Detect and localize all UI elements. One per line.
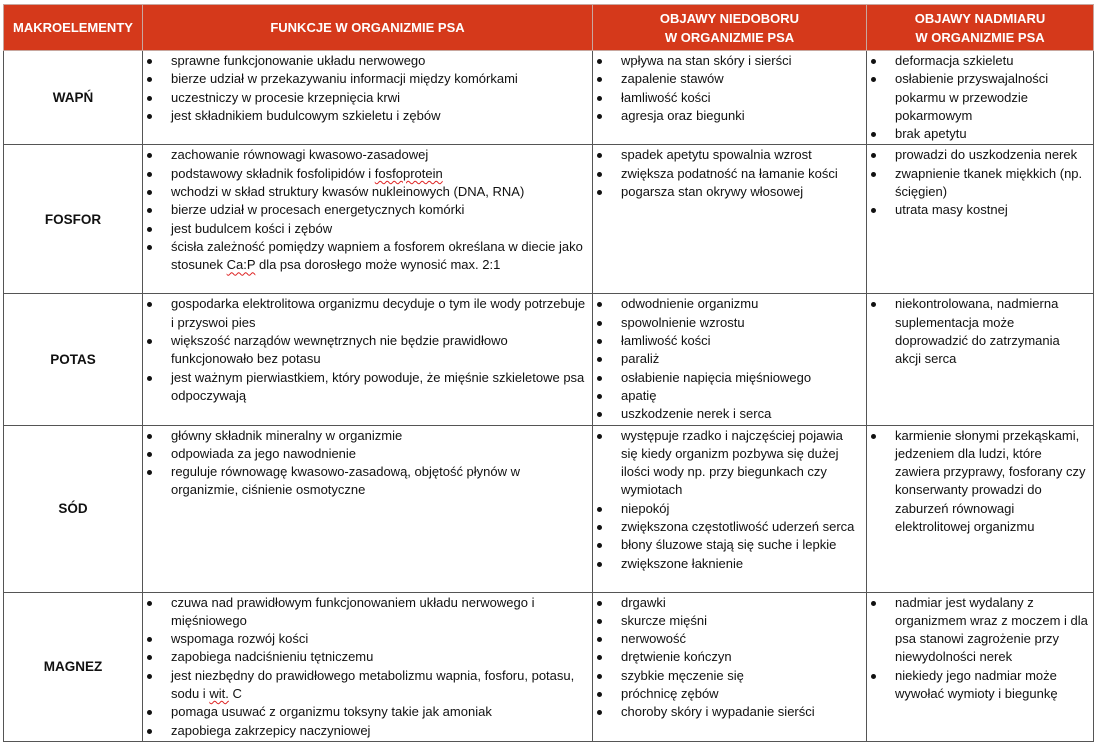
list-item: drętwienie kończyn — [621, 648, 862, 666]
spellcheck-word: Ca:P — [226, 257, 256, 273]
list-item: bierze udział w procesach energetycznych komórki — [171, 201, 588, 219]
list-item: zapalenie stawów — [621, 70, 862, 88]
list-item: łamliwość kości — [621, 332, 862, 350]
list-item: czuwa nad prawidłowym funkcjonowaniem układu nerwowego i mięśniowego — [171, 594, 588, 631]
list-item-text: ścisła zależność pomiędzy wapniem a fosforem określana w diecie jako stosunek — [171, 238, 583, 273]
header-niedobor-line1: OBJAWY NIEDOBORU — [659, 10, 800, 26]
list-item: skurcze mięśni — [621, 612, 862, 630]
list-item: jest ważnym pierwiastkiem, który powoduje, że mięśnie szkieletowe psa odpoczywają — [171, 369, 588, 406]
header-nadmiar-line1: OBJAWY NADMIARU — [914, 10, 1046, 26]
list-item: łamliwość kości — [621, 89, 862, 107]
spellcheck-word: fosfoprotein — [374, 165, 443, 181]
functions-cell — [143, 592, 593, 741]
list-item: próchnicę zębów — [621, 685, 862, 703]
list-item: niepokój — [621, 500, 862, 518]
deficiency-cell — [593, 145, 867, 294]
list-item: gospodarka elektrolitowa organizmu decyduje o tym ile wody potrzebuje i przyswoi pies — [171, 295, 588, 332]
excess-cell — [867, 425, 1094, 592]
list-item-text: podstawowy składnik fosfolipidów i — [171, 165, 372, 181]
list-item-text: jest niezbędny do prawidłowego metabolizmu wapnia, fosforu, potasu, sodu i — [171, 667, 575, 702]
list-item: spadek apetytu spowalnia wzrost — [621, 146, 862, 164]
list-item: zapobiega nadciśnieniu tętniczemu — [171, 648, 588, 666]
list-item: bierze udział w przekazywaniu informacji między komórkami — [171, 70, 588, 88]
deficiency-cell — [593, 294, 867, 425]
functions-cell — [143, 51, 593, 145]
list-item: główny składnik mineralny w organizmie — [171, 427, 588, 445]
list-item: niekiedy jego nadmiar może wywołać wymioty i biegunkę — [895, 667, 1089, 704]
row-fosfor — [4, 145, 1094, 294]
header-makroelementy: MAKROELEMENTY — [4, 5, 143, 51]
list-item: odpowiada za jego nawodnienie — [171, 445, 588, 463]
list-item: nerwowość — [621, 630, 862, 648]
list-item: zwapnienie tkanek miękkich (np. ścięgien) — [895, 165, 1089, 202]
list-item: zapobiega zakrzepicy naczyniowej — [171, 722, 588, 740]
element-name: WAPŃ — [4, 51, 143, 145]
list-item: zwiększona częstotliwość uderzeń serca — [621, 518, 862, 536]
list-item: odwodnienie organizmu — [621, 295, 862, 313]
list-item: prowadzi do uszkodzenia nerek — [895, 146, 1089, 164]
deficiency-cell — [593, 51, 867, 145]
list-item: zwiększone łaknienie — [621, 555, 862, 573]
list-item: osłabienie przyswajalności pokarmu w przewodzie pokarmowym — [895, 70, 1089, 125]
spellcheck-word: wit. — [209, 686, 229, 702]
deficiency-cell — [593, 592, 867, 741]
list-item: sprawne funkcjonowanie układu nerwowego — [171, 52, 588, 70]
list-item: agresja oraz biegunki — [621, 107, 862, 125]
list-item: niekontrolowana, nadmierna suplementacja może doprowadzić do zatrzymania akcji serca — [895, 295, 1089, 368]
list-item: pogarsza stan okrywy włosowej — [621, 183, 862, 201]
list-item: apatię — [621, 387, 862, 405]
row-wapn — [4, 51, 1094, 145]
functions-cell — [143, 425, 593, 592]
excess-cell — [867, 592, 1094, 741]
header-row — [4, 5, 1094, 51]
header-funkcje: FUNKCJE W ORGANIZMIE PSA — [143, 5, 593, 51]
list-item: wpływa na stan skóry i sierści — [621, 52, 862, 70]
list-item — [171, 165, 588, 183]
excess-cell — [867, 294, 1094, 425]
list-item: błony śluzowe stają się suche i lepkie — [621, 536, 862, 554]
list-item — [171, 238, 588, 275]
list-item: uszkodzenie nerek i serca — [621, 405, 862, 423]
list-item: deformacja szkieletu — [895, 52, 1089, 70]
list-item: wspomaga rozwój kości — [171, 630, 588, 648]
list-item: brak apetytu — [895, 125, 1089, 143]
list-item: paraliż — [621, 350, 862, 368]
list-item: uczestniczy w procesie krzepnięcia krwi — [171, 89, 588, 107]
list-item: reguluje równowagę kwasowo-zasadową, objętość płynów w organizmie, ciśnienie osmotyczne — [171, 463, 588, 500]
list-item: wchodzi w skład struktury kwasów nukleinowych (DNA, RNA) — [171, 183, 588, 201]
list-item: utrata masy kostnej — [895, 201, 1089, 219]
list-item-text: dla psa dorosłego może wynosić max. 2:1 — [258, 257, 501, 273]
element-name: FOSFOR — [4, 145, 143, 294]
row-sod — [4, 425, 1094, 592]
row-potas — [4, 294, 1094, 425]
element-name: MAGNEZ — [4, 592, 143, 741]
functions-cell — [143, 294, 593, 425]
list-item: szybkie męczenie się — [621, 667, 862, 685]
list-item: karmienie słonymi przekąskami, jedzeniem dla ludzi, które zawiera przyprawy, fosforany czy konserwanty prowadzi do zaburzeń równowagi elektrolitowej organizmu — [895, 427, 1089, 537]
header-niedobor-line2: W ORGANIZMIE PSA — [664, 29, 795, 45]
functions-cell — [143, 145, 593, 294]
list-item: jest składnikiem budulcowym szkieletu i zębów — [171, 107, 588, 125]
element-name: SÓD — [4, 425, 143, 592]
macroelements-table — [3, 4, 1094, 742]
list-item: spowolnienie wzrostu — [621, 314, 862, 332]
row-magnez — [4, 592, 1094, 741]
list-item: nadmiar jest wydalany z organizmem wraz z moczem i dla psa stanowi zagrożenie przy niewydolności nerek — [895, 594, 1089, 667]
list-item: osłabienie napięcia mięśniowego — [621, 369, 862, 387]
list-item: pomaga usuwać z organizmu toksyny takie jak amoniak — [171, 703, 588, 721]
header-nadmiar-line2: W ORGANIZMIE PSA — [915, 29, 1045, 45]
list-item: większość narządów wewnętrznych nie będzie prawidłowo funkcjonowało bez potasu — [171, 332, 588, 369]
header-objawy-nadmiaru — [867, 5, 1094, 51]
list-item: zachowanie równowagi kwasowo-zasadowej — [171, 146, 588, 164]
list-item — [171, 667, 588, 704]
list-item: choroby skóry i wypadanie sierści — [621, 703, 862, 721]
excess-cell — [867, 145, 1094, 294]
excess-cell — [867, 51, 1094, 145]
header-objawy-niedoboru — [593, 5, 867, 51]
element-name: POTAS — [4, 294, 143, 425]
list-item-text: C — [232, 686, 242, 702]
deficiency-cell — [593, 425, 867, 592]
list-item: występuje rzadko i najczęściej pojawia się kiedy organizm pozbywa się dużej ilości wody np. przy biegunkach czy wymiotach — [621, 427, 862, 500]
list-item: jest budulcem kości i zębów — [171, 220, 588, 238]
list-item: zwiększa podatność na łamanie kości — [621, 165, 862, 183]
list-item: drgawki — [621, 594, 862, 612]
